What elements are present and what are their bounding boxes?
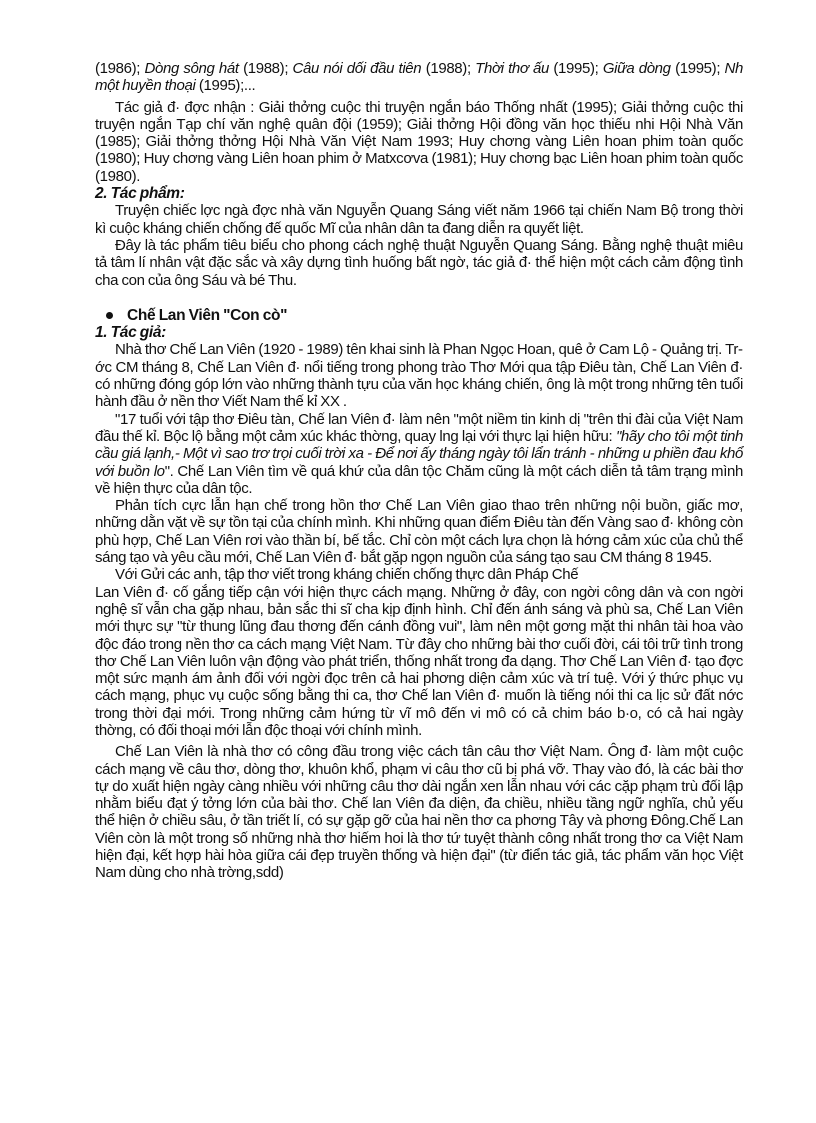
work-title: Nh một huyền thoại — [95, 60, 744, 95]
bullet-icon — [106, 312, 113, 319]
limitations-paragraph: Phản tích cực lẫn hạn chế trong hồn thơ Chế Lan Viên giao thao trên những nội buồn, giấc mơ, những dằn vặt về sự tồn tại của chính mình. Khi những quan điểm Điêu tàn đến Vàng sao đ· không còn phù hợp, Chế Lan Viên rơi vào thần bí, bế tắc. Chỉ còn một cách lựa chọn là hớng cảm xúc của chủ thể sáng tạo và yêu cầu mới, Chế Lan Viên đ· bắt gặp ngọn nguồn của sáng tạo sau CM tháng 8 1945. — [95, 497, 743, 567]
text-run: (1988); — [238, 60, 293, 77]
section-title — [95, 307, 743, 324]
work-title: Câu nói dối đầu tiên — [292, 60, 422, 77]
text-run: (1995); — [548, 60, 603, 77]
section-heading-author: 1. Tác giả: — [95, 324, 166, 342]
text-run: (1995); — [670, 60, 725, 77]
text-run: (1988); — [421, 60, 476, 77]
work-intro-paragraph: Truyện chiếc lợc ngà đợc nhà văn Nguyễn Quang Sáng viết năm 1966 tại chiến Nam Bộ trong thời kì cuộc kháng chiến chống đế quốc Mĩ của nhân dân ta đang diễn ra quyết liệt. — [95, 202, 743, 237]
text-run: (1995);... — [195, 77, 256, 95]
document-page — [95, 60, 743, 882]
section-heading-works: 2. Tác phẩm: — [95, 185, 185, 203]
work-title: Dòng sông hát — [144, 60, 239, 77]
text-run: "17 tuổi với tập thơ Điêu tàn, Chế lan Viên đ· làm nên "một niềm tin kinh dị "trên thi đài của Việt Nam đầu thế kỉ. Bộc lộ bằng một cảm xúc khác thờng, quay lng lại với thực lại hiện hữu: — [95, 410, 743, 445]
work-title: Thời thơ ấu — [475, 60, 549, 77]
section-title-text: Chế Lan Viên "Con cò" — [127, 306, 288, 324]
text-run: ". Chế Lan Viên tìm về quá khứ của dân tộc Chăm cũng là một cách diễn tả tâm trạng mình về hiện thực của dân tộc. — [95, 462, 743, 497]
revolution-paragraph: Lan Viên đ· cố gắng tiếp cận với hiện thực cách mạng. Những ở đây, con ngời công dân và con ngời nghệ sĩ vẫn cha gặp nhau, bản sắc thi sĩ cha kịp định hình. Chỉ đến ánh sáng và phù sa, Chế Lan Viên mới thực sự "từ thung lũng đau thơng đến cánh đồng vui", làm nên một gơng mặt thi nhân tài hoa vào độc đáo trong nền thơ ca cách mạng Việt Nam. Từ đây cho những bài thơ cuối đời, cái tôi trữ tình trong thơ Chế Lan Viên luôn vận động vào phát triển, thống nhất trong đa dạng. Thơ Chế Lan Viên đ· tạo đợc một sức mạnh ám ảnh đối với ngời đọc trên cả hai phơng diện cảm xúc và trí tuệ. Với ý thức phục vụ cách mạng, phục vụ cuộc sống bằng thi ca, thơ Chế lan Viên đ· muốn là tiếng nói thi ca lịc sử đất nớc trong thời đại mới. Trong những cảm hứng từ vĩ mô đến vi mô có cả chim báo b·o, có cả hai ngày thờng, có đối thoại mới lẫn độc thoại với chính mình. — [95, 583, 743, 739]
author-bio-paragraph: Nhà thơ Chế Lan Viên (1920 - 1989) tên khai sinh là Phan Ngọc Hoan, quê ở Cam Lộ - Quảng trị. Trớc CM tháng 8, Chế Lan Viên đ· nổi tiếng trong phong trào Thơ Mới qua tập Điêu tàn, Chế Lan Viên đ· có những đóng góp lớn vào những thành tựu của văn học kháng chiến, ông là một trong những tên tuổi hành đầu ở nền thơ Viết Nam thế kỉ XX . — [95, 341, 743, 411]
gui-cac-anh-paragraph: Với Gửi các anh, tập thơ viết trong kháng chiến chống thực dân Pháp Chế — [115, 566, 579, 584]
works-list-paragraph — [95, 60, 743, 95]
poem-quote: "hãy cho tôi một tinh cầu giá lạnh,- Một vì sao trơ trọi cuối trời xa - Để nơi ấy tháng ngày tôi lẩn tránh - những u phiền đau khổ với buồn lo — [95, 427, 744, 480]
innovation-paragraph: Chế Lan Viên là nhà thơ có công đầu trong việc cách tân câu thơ Việt Nam. Ông đ· làm một cuộc cách mạng về câu thơ, dòng thơ, khuôn khổ, phạm vi câu thơ cũ bị phá vỡ. Thay vào đó, là các bài thơ tự do xuất hiện ngày càng nhiều với những câu thơ dài ngắn xen lẫn nhau với các cặp phạm trù đối lập nhằm biểu đạt ý tởng lớn của bài thơ. Chế lan Viên đa diện, đa chiều, nhiều tầng ngữ nghĩa, chủ yếu thể hiện ở chiều sâu, ở tần triết lí, có sự gặp gỡ của hai nền thơ ca phơng Tây và phơng Đông.Chế Lan Viên còn là một trong số những nhà thơ hiếm hoi là thơ tứ tuyệt thành công nhất trong thơ ca Việt Nam hiện đại, kết hợp hài hòa giữa cái đẹp truyền thống và hiện đại" (từ điển tác giả, tác phẩm văn học Việt Nam dùng cho nhà trờng,sdd) — [95, 743, 743, 882]
work-style-paragraph: Đây là tác phẩm tiêu biểu cho phong cách nghệ thuật Nguyễn Quang Sáng. Bằng nghệ thuật miêu tả tâm lí nhân vật đặc sắc và xây dựng tình huống bất ngờ, tác giả đ· thể hiện một cách cảm động tình cha con của ông Sáu và bé Thu. — [95, 236, 743, 289]
work-title: Giữa dòng — [602, 60, 671, 77]
awards-paragraph: Tác giả đ· đợc nhận : Giải thởng cuộc thi truyện ngắn báo Thống nhất (1995); Giải thởng cuộc thi truyện ngắn Tạp chí văn nghệ quân đội (1959); Giải thởng Hội đồng văn học thiếu nhi Hội Nhà Văn (1985); Giải thởng thởng Hội Nhà Văn Việt Nam 1993; Huy chơng vàng Liên hoan phim toàn quốc (1980); Huy chơng vàng Liên hoan phim ở Matxcơva (1981); Huy chơng bạc Liên hoan phim toàn quốc (1980). — [95, 98, 743, 185]
dieu-tan-paragraph — [95, 411, 743, 497]
text-run: (1986); — [95, 60, 145, 77]
